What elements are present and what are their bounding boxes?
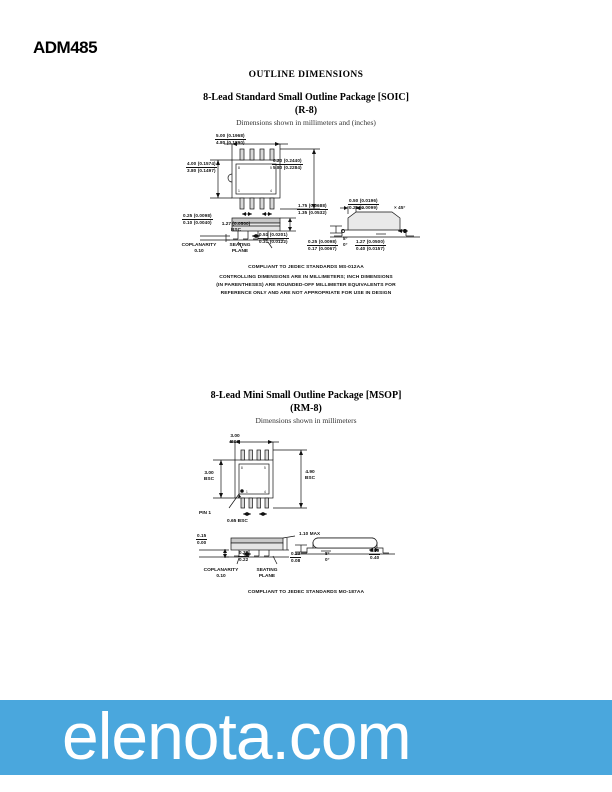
msop-angle-min: 0° [325, 557, 330, 562]
soic-lead-width-dim: 0.51 (0.0201) 0.31 (0.0122) [259, 232, 288, 244]
soic-chamfer-angle: × 45° [394, 205, 406, 210]
msop-standoff-dim: 0.15 0.00 [197, 533, 207, 545]
msop-lead-thickness-dim: 0.23 0.08 [291, 551, 301, 563]
msop-compliance-note: COMPLIANT TO JEDEC STANDARDS MO-187AA [247, 590, 365, 595]
soic-pin-8-label: 8 [238, 166, 240, 170]
soic-pin-4-label: 4 [270, 189, 272, 193]
soic-package-title: 8-Lead Standard Small Outline Package [SOIC] [203, 92, 409, 103]
msop-coplanarity-label: COPLANARITY 0.10 [203, 568, 239, 580]
msop-package-subtitle: (RM-8) [290, 403, 322, 414]
soic-foot-length-dim: 1.27 (0.0500) 0.40 (0.0157) [356, 239, 385, 251]
soic-note-line-2: (IN PARENTHESES) ARE ROUNDED-OFF MILLIMETER EQUIVALENTS FOR [216, 283, 396, 288]
msop-pitch-dim: 0.65 BSC [227, 519, 248, 524]
soic-pin-5-label: 5 [270, 166, 272, 170]
soic-drawing [180, 130, 430, 260]
soic-body-depth-dim: 4.00 (0.1574) 3.80 (0.1497) [187, 161, 216, 173]
watermark-text: elenota.com [62, 699, 411, 773]
msop-height-max-dim: 1.10 MAX [299, 531, 321, 536]
msop-pin-4-label: 4 [264, 490, 266, 494]
soic-pitch-dim: 1.27 (0.0500) BSC [221, 222, 251, 234]
msop-pin-1-label: 1 [246, 490, 248, 494]
soic-pin-1-label: 1 [238, 189, 240, 193]
msop-body-depth-dim: 3.00 BSC [203, 471, 215, 483]
soic-seating-plane-label: SEATING PLANE [229, 243, 251, 255]
soic-note-line-3: REFERENCE ONLY AND ARE NOT APPROPRIATE FOR USE IN DESIGN [220, 291, 392, 296]
msop-angle-max: 8° [325, 551, 330, 556]
soic-units-note: Dimensions shown in millimeters and (inches) [236, 118, 376, 127]
msop-span-dim: 4.90 BSC [304, 470, 316, 482]
soic-angle-min: 0° [343, 242, 348, 247]
soic-body-width-dim: 5.00 (0.1968) 4.80 (0.1890) [216, 133, 245, 145]
soic-angle-max: 8° [343, 236, 348, 241]
msop-body-width-dim: 3.00 BSC [229, 434, 241, 446]
soic-span-dim: 6.20 (0.2440) 5.80 (0.2284) [273, 158, 302, 170]
msop-pin-5-label: 5 [264, 466, 266, 470]
soic-lead-thickness-dim: 0.25 (0.0098) 0.17 (0.0067) [308, 239, 337, 251]
msop-lead-width-dim: 0.38 0.22 [239, 550, 249, 562]
soic-coplanarity-label: COPLANARITY 0.10 [181, 243, 217, 255]
soic-standoff-dim: 0.25 (0.0098) 0.10 (0.0040) [183, 213, 212, 225]
msop-foot-dim: 0.80 0.40 [370, 548, 380, 560]
soic-compliance-note: COMPLIANT TO JEDEC STANDARDS MS-012AA [248, 265, 364, 270]
soic-package-subtitle: (R-8) [294, 105, 318, 116]
soic-note-line-1: CONTROLLING DIMENSIONS ARE IN MILLIMETERS; INCH DIMENSIONS [219, 275, 393, 280]
msop-pin1-label: PIN 1 [199, 511, 211, 516]
msop-units-note: Dimensions shown in millimeters [255, 416, 357, 425]
msop-package-title: 8-Lead Mini Small Outline Package [MSOP] [210, 390, 402, 401]
soic-height-dim: 1.75 (0.0688) 1.35 (0.0532) [298, 203, 327, 215]
soic-chamfer-dim: 0.50 (0.0196) 0.25 (0.0099) [349, 198, 378, 210]
msop-pin-8-label: 8 [241, 466, 243, 470]
section-heading: OUTLINE DIMENSIONS [248, 70, 364, 80]
page-title: ADM485 [33, 38, 98, 57]
msop-seating-plane-label: SEATING PLANE [256, 568, 278, 580]
